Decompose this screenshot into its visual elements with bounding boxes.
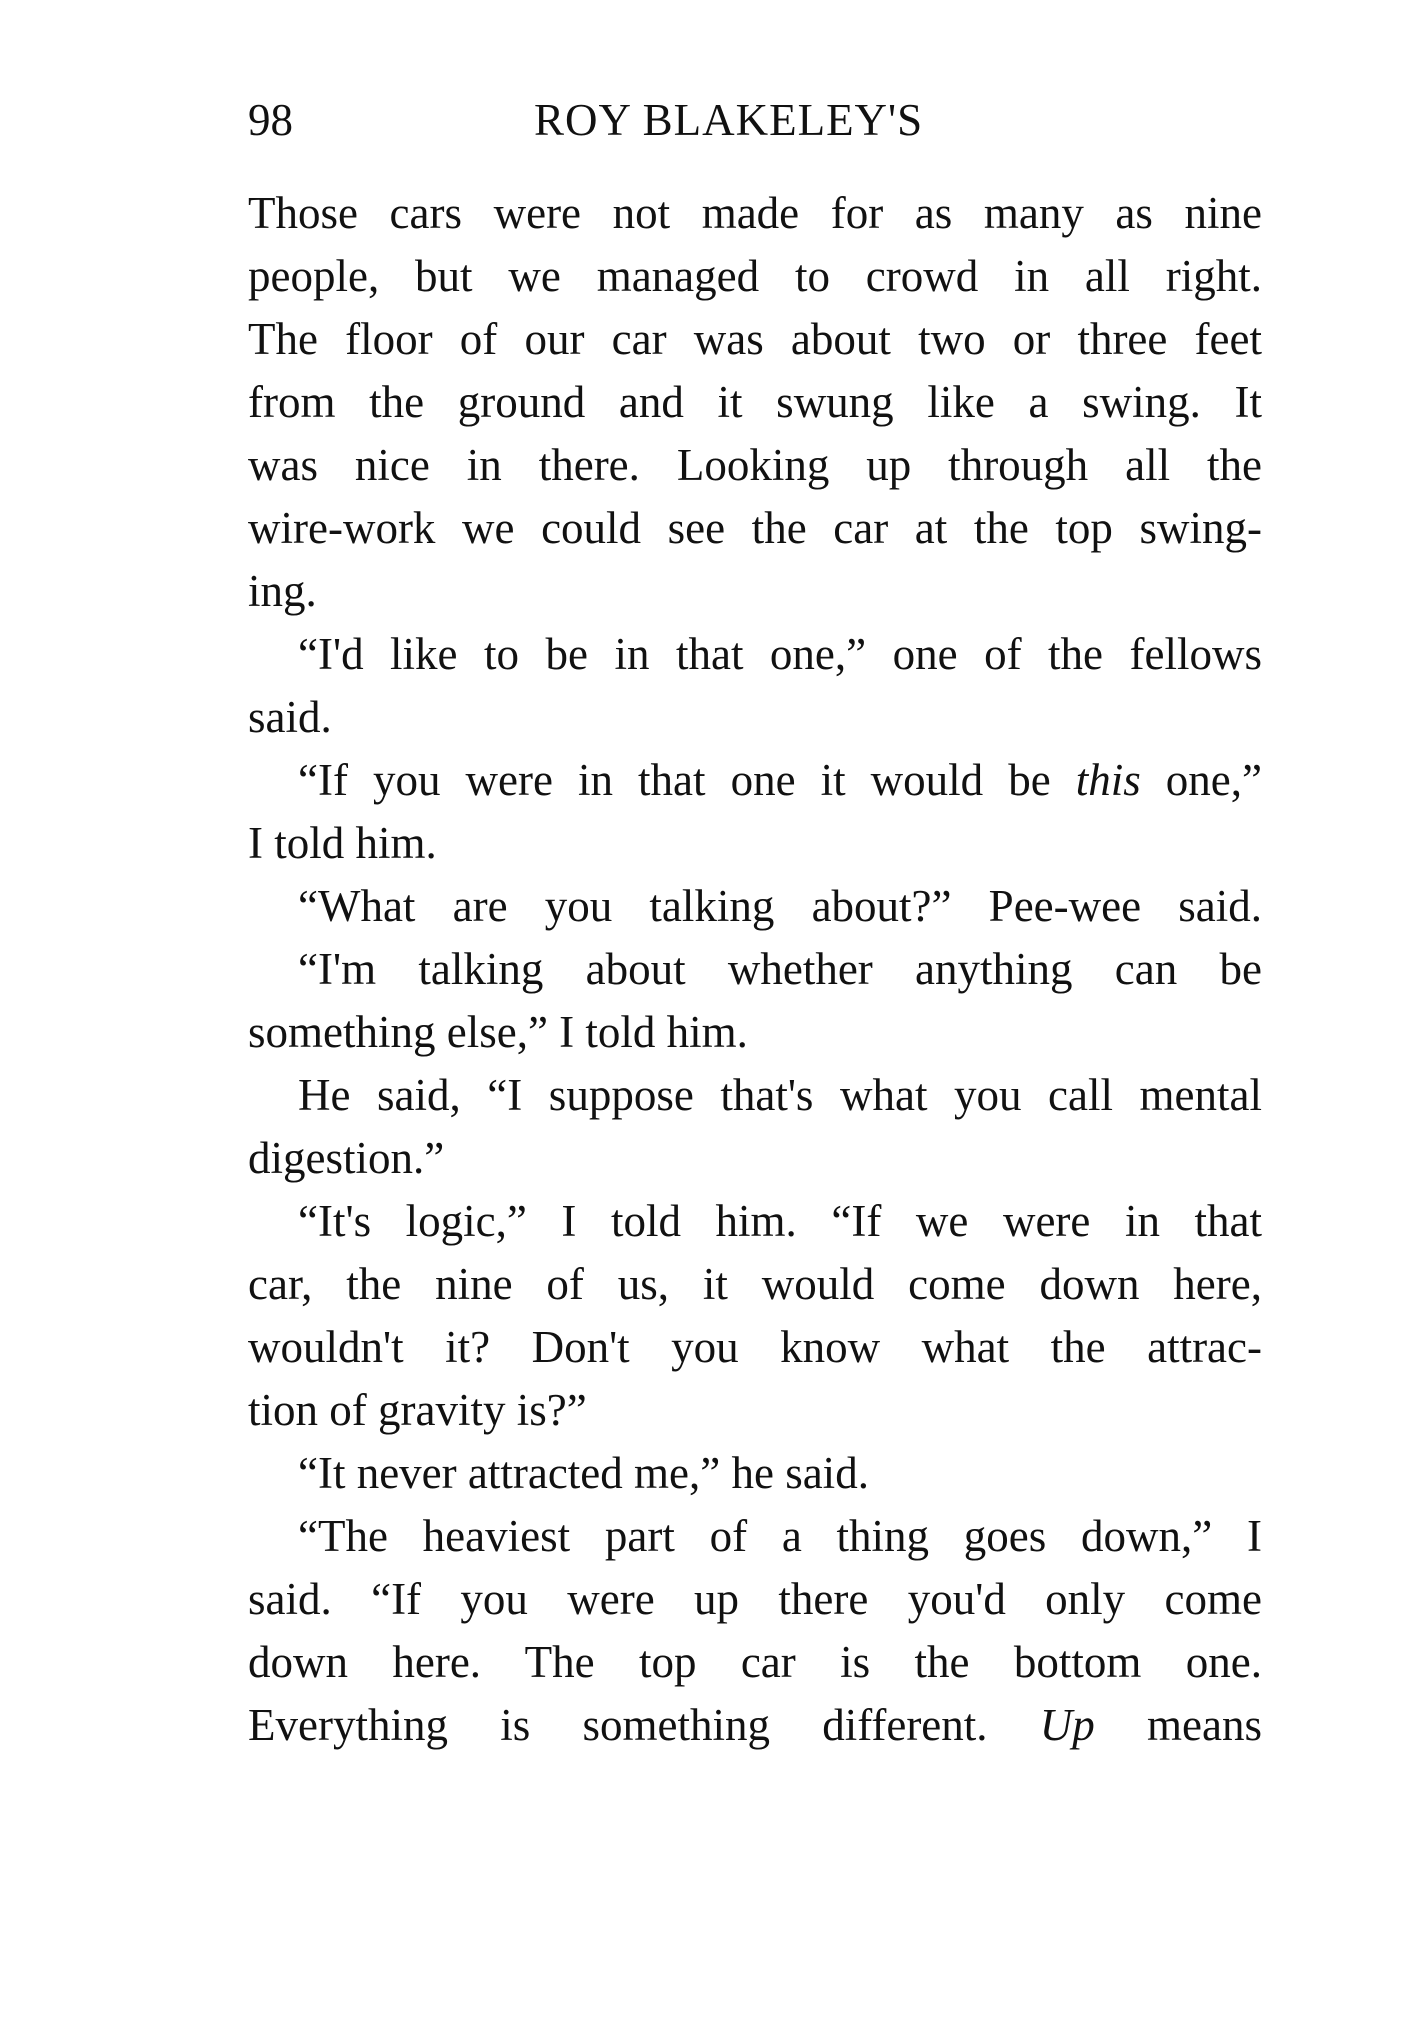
text-line: Those cars were not made for as many as nine [248,188,1262,238]
text-line: digestion.” [248,1133,445,1183]
text-line: car, the nine of us, it would come down here, [248,1259,1262,1309]
text-line: ing. [248,566,317,616]
text-line [248,1694,1262,1757]
line-segment: means [1094,1700,1262,1750]
line-segment: one,” [1140,755,1262,805]
text-line [248,749,1262,812]
text-line: “It never attracted me,” he said. [298,1448,869,1498]
text-line: from the ground and it swung like a swing. It [248,377,1262,427]
text-line: “The heaviest part of a thing goes down,” I [298,1511,1262,1561]
line-segment: Everything is something different. [248,1700,1040,1750]
text-line: was nice in there. Looking up through all the [248,440,1262,490]
emphasis-word: Up [1039,1700,1095,1750]
text-line: “What are you talking about?” Pee-wee said. [298,881,1262,931]
text-line: something else,” I told him. [248,1007,748,1057]
text-line: The floor of our car was about two or three feet [248,314,1262,364]
body-text [248,182,1262,1757]
text-line: He said, “I suppose that's what you call mental [298,1070,1262,1120]
text-line: wire-work we could see the car at the top swing- [248,503,1262,553]
text-line: said. “If you were up there you'd only come [248,1574,1262,1624]
text-line: I told him. [248,818,437,868]
page-number: 98 [248,95,293,145]
text-line: “It's logic,” I told him. “If we were in that [298,1196,1262,1246]
emphasis-word: this [1075,755,1141,805]
text-line: said. [248,692,332,742]
line-segment: “If you were in that one it would be [298,755,1076,805]
running-title: ROY BLAKELEY'S [534,95,924,145]
text-line: wouldn't it? Don't you know what the attrac- [248,1322,1262,1372]
text-line: down here. The top car is the bottom one. [248,1637,1262,1687]
text-line: tion of gravity is?” [248,1385,587,1435]
text-line: “I'm talking about whether anything can be [298,944,1262,994]
text-line: people, but we managed to crowd in all right. [248,251,1262,301]
text-line: “I'd like to be in that one,” one of the fellows [298,629,1262,679]
page-header [248,90,1262,150]
